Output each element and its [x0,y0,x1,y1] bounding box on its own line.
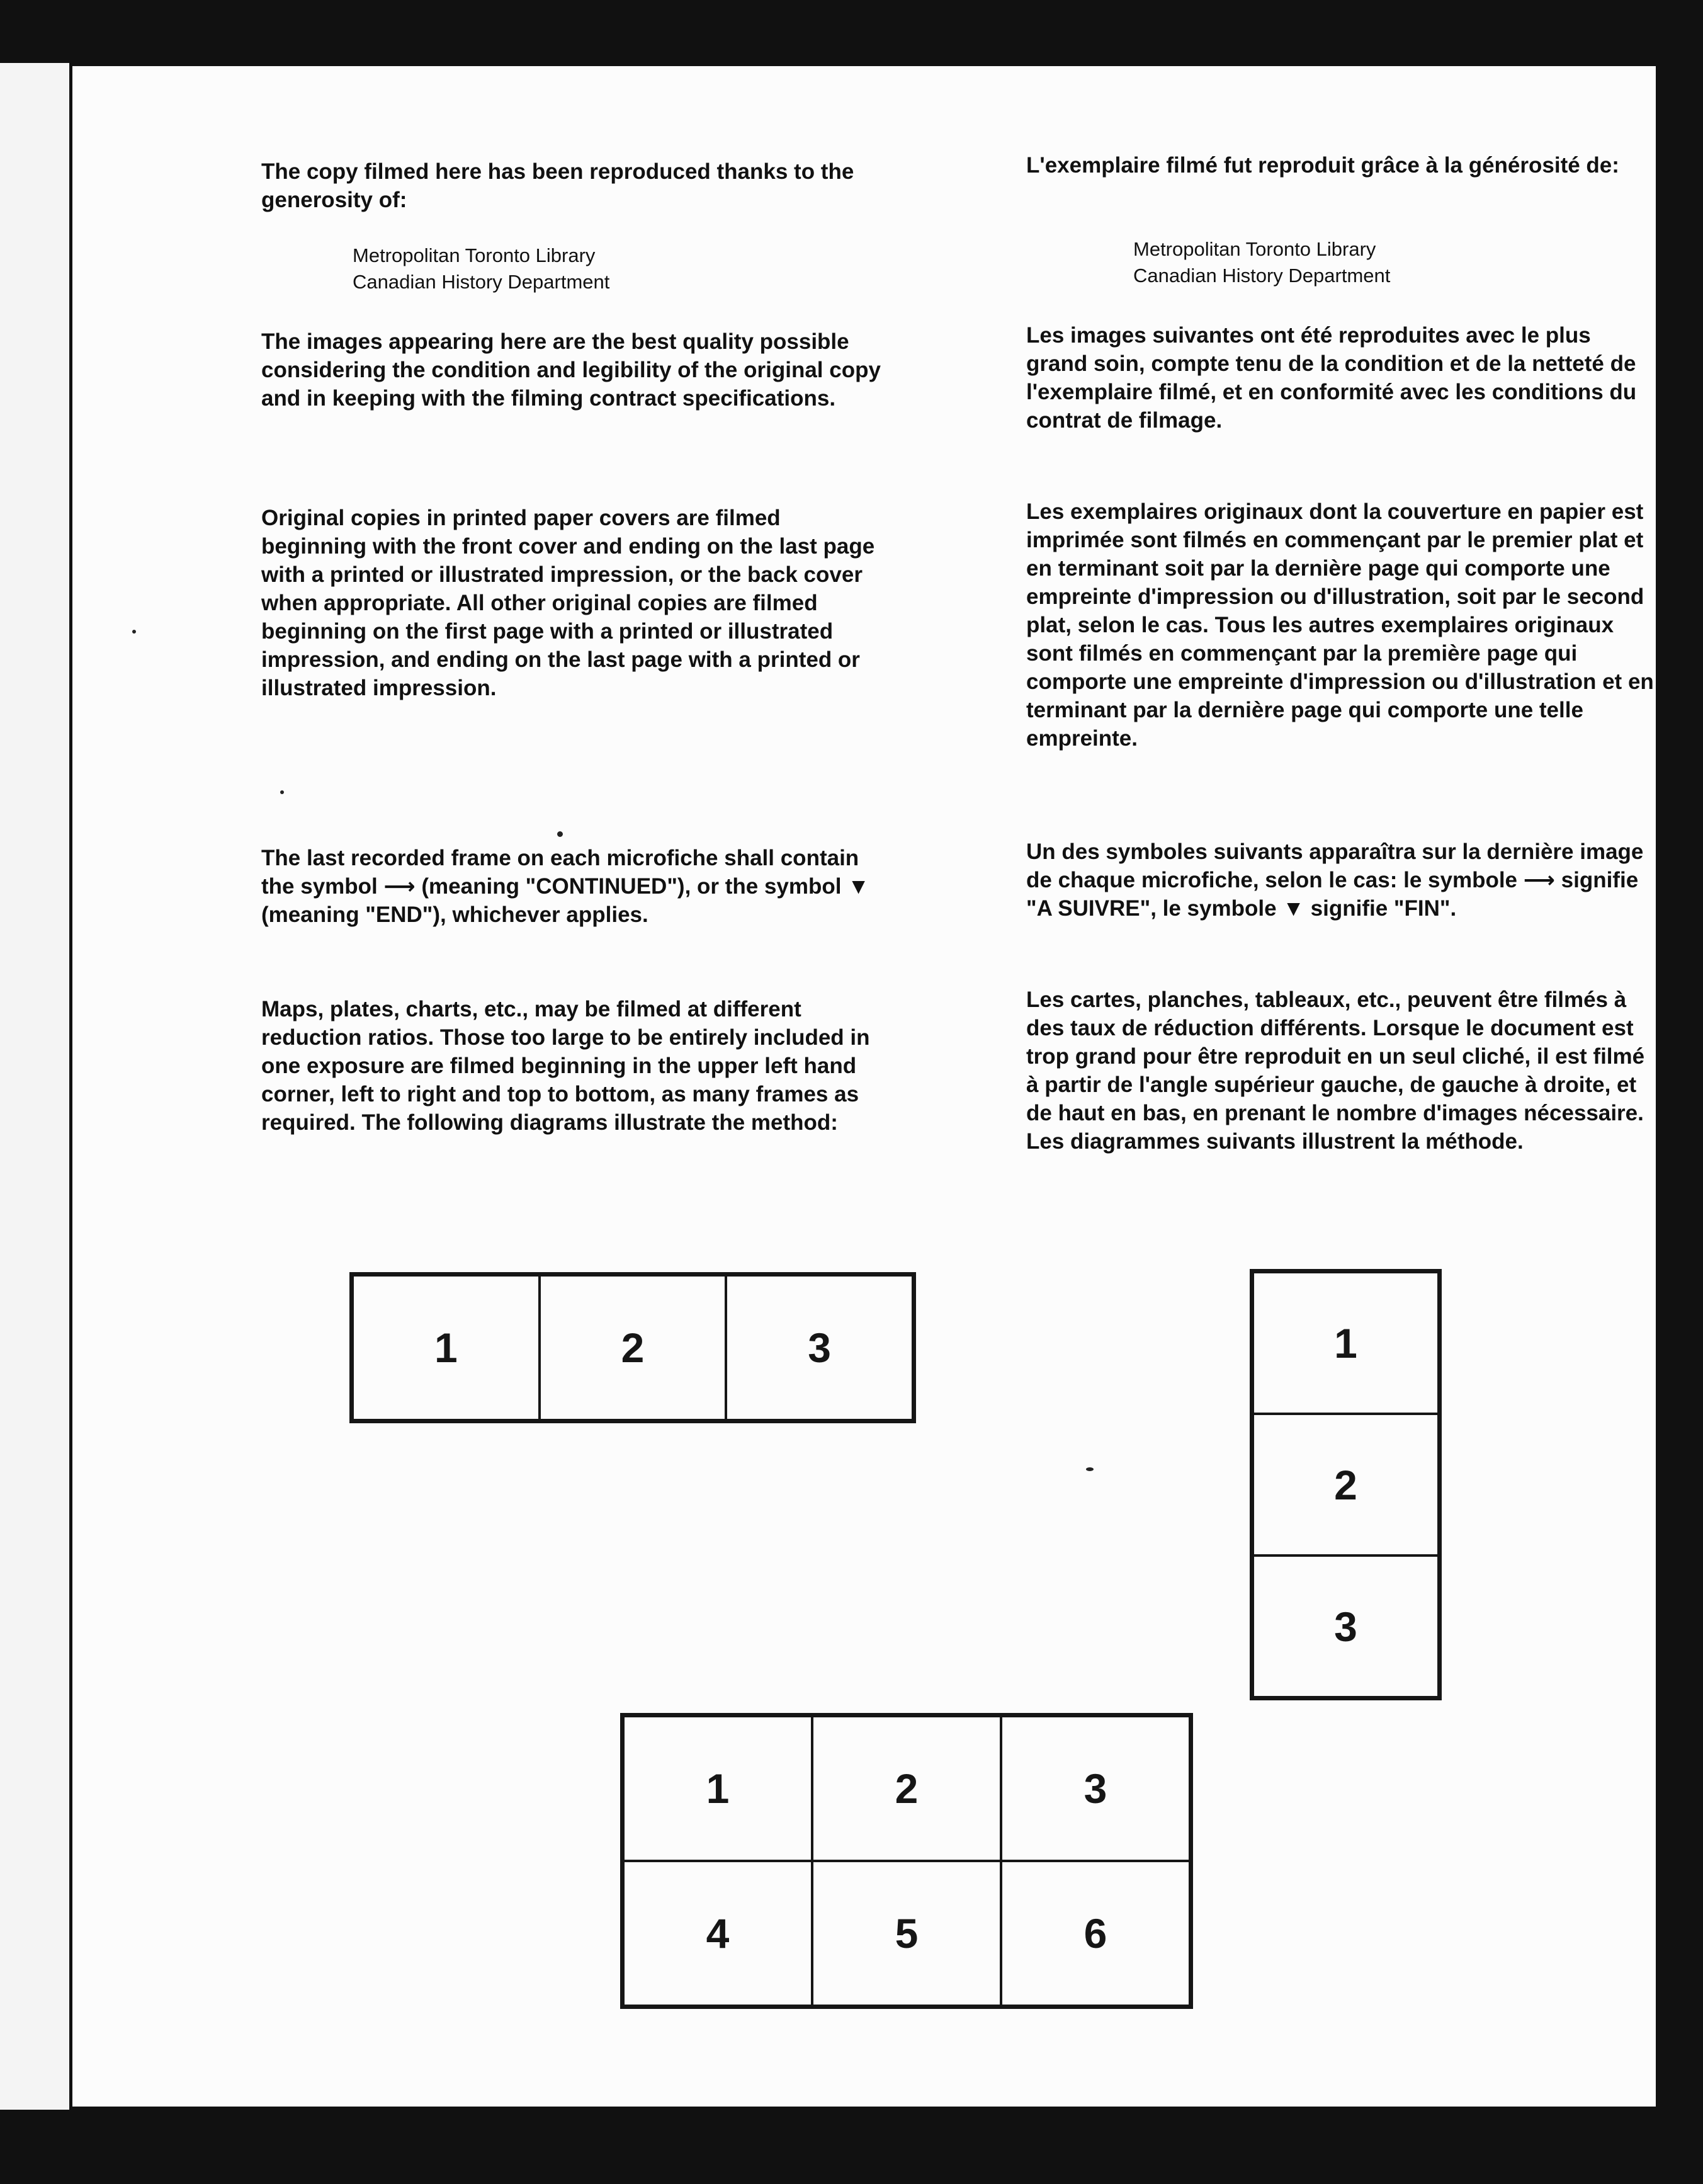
frame-cell: 1 [1253,1272,1439,1414]
frame-cell: 6 [1001,1861,1190,2006]
library-credit-en [353,242,793,295]
library-name-fr: Metropolitan Toronto Library [1133,238,1376,260]
department-fr: Canadian History Department [1133,264,1391,287]
courtesy-intro-en: The copy filmed here has been reproduced thanks to the generosity of: [261,159,854,212]
library-name-en: Metropolitan Toronto Library [353,244,596,266]
frame-cell: 3 [1253,1556,1439,1697]
quality-paragraph-en: The images appearing here are the best quality possible considering the condition and legibility of the original copy and in keeping with the filming contract specifications. [261,329,881,411]
scan-speck [557,831,563,837]
frame-cell: 2 [812,1716,1001,1861]
frame-cell: 4 [623,1861,812,2006]
frame-cell: 5 [812,1861,1001,2006]
originals-paragraph-en: Original copies in printed paper covers are filmed beginning with the front cover and ending on the last page with a printed or illustrated impression, or the back cover when appropriate. All other original copies are filmed beginning on the first page with a printed or illustrated impression, and ending on the last page with a printed or illustrated impression. [261,506,875,700]
library-credit-fr [1133,236,1574,289]
microfiche-target-page [72,66,1656,2107]
frame-cell: 3 [1001,1716,1190,1861]
scan-speck [280,790,284,794]
frame-cell: 3 [726,1275,913,1420]
diagram-grid [620,1713,1193,2009]
scan-speck [132,630,136,634]
adjacent-page-edge [0,63,69,2110]
courtesy-intro-fr: L'exemplaire filmé fut reproduit grâce à la générosité de: [1026,153,1619,178]
maps-paragraph-fr: Les cartes, planches, tableaux, etc., peuvent être filmés à des taux de réduction différents. Lorsque le document est trop grand pour être reproduit en un seul cliché, il est filmé à partir de l'angle supérieur gauche, de gauche à droite, et de haut en bas, en prenant le nombre d'images nécessaire. Les diagrammes suivants illustrent la méthode. [1026,987,1645,1154]
diagram-horizontal [349,1272,916,1423]
symbols-paragraph-en: The last recorded frame on each microfiche shall contain the symbol ⟶ (meaning "CONTINUED"), or the symbol ▼ (meaning "END"), whichever applies. [261,846,869,927]
frame-cell: 2 [540,1275,727,1420]
department-en: Canadian History Department [353,271,610,293]
frame-cell: 1 [353,1275,540,1420]
quality-paragraph-fr: Les images suivantes ont été reproduites avec le plus grand soin, compte tenu de la condition et de la netteté de l'exemplaire filmé, et en conformité avec les conditions du contrat de filmage. [1026,323,1637,433]
frame-cell: 1 [623,1716,812,1861]
symbols-paragraph-fr: Un des symboles suivants apparaîtra sur la dernière image de chaque microfiche, selon le cas: le symbole ⟶ signifie "A SUIVRE", le symbole ▼ signifie "FIN". [1026,839,1644,921]
maps-paragraph-en: Maps, plates, charts, etc., may be filmed at different reduction ratios. Those too large to be entirely included in one exposure are filmed beginning in the upper left hand corner, left to right and top to bottom, as many frames as required. The following diagrams illustrate the method: [261,997,870,1135]
frame-cell: 2 [1253,1414,1439,1556]
originals-paragraph-fr: Les exemplaires originaux dont la couverture en papier est imprimée sont filmés en commençant par le premier plat et en terminant soit par la dernière page qui comporte une empreinte d'impression ou d'illustration, soit par le second plat, selon le cas. Tous les autres exemplaires originaux sont filmés en commençant par la première page qui comporte une empreinte d'impression ou d'illustration et en terminant par la dernière page qui comporte une telle empreinte. [1026,499,1654,751]
scan-speck [1086,1467,1094,1471]
diagram-vertical [1250,1269,1442,1700]
